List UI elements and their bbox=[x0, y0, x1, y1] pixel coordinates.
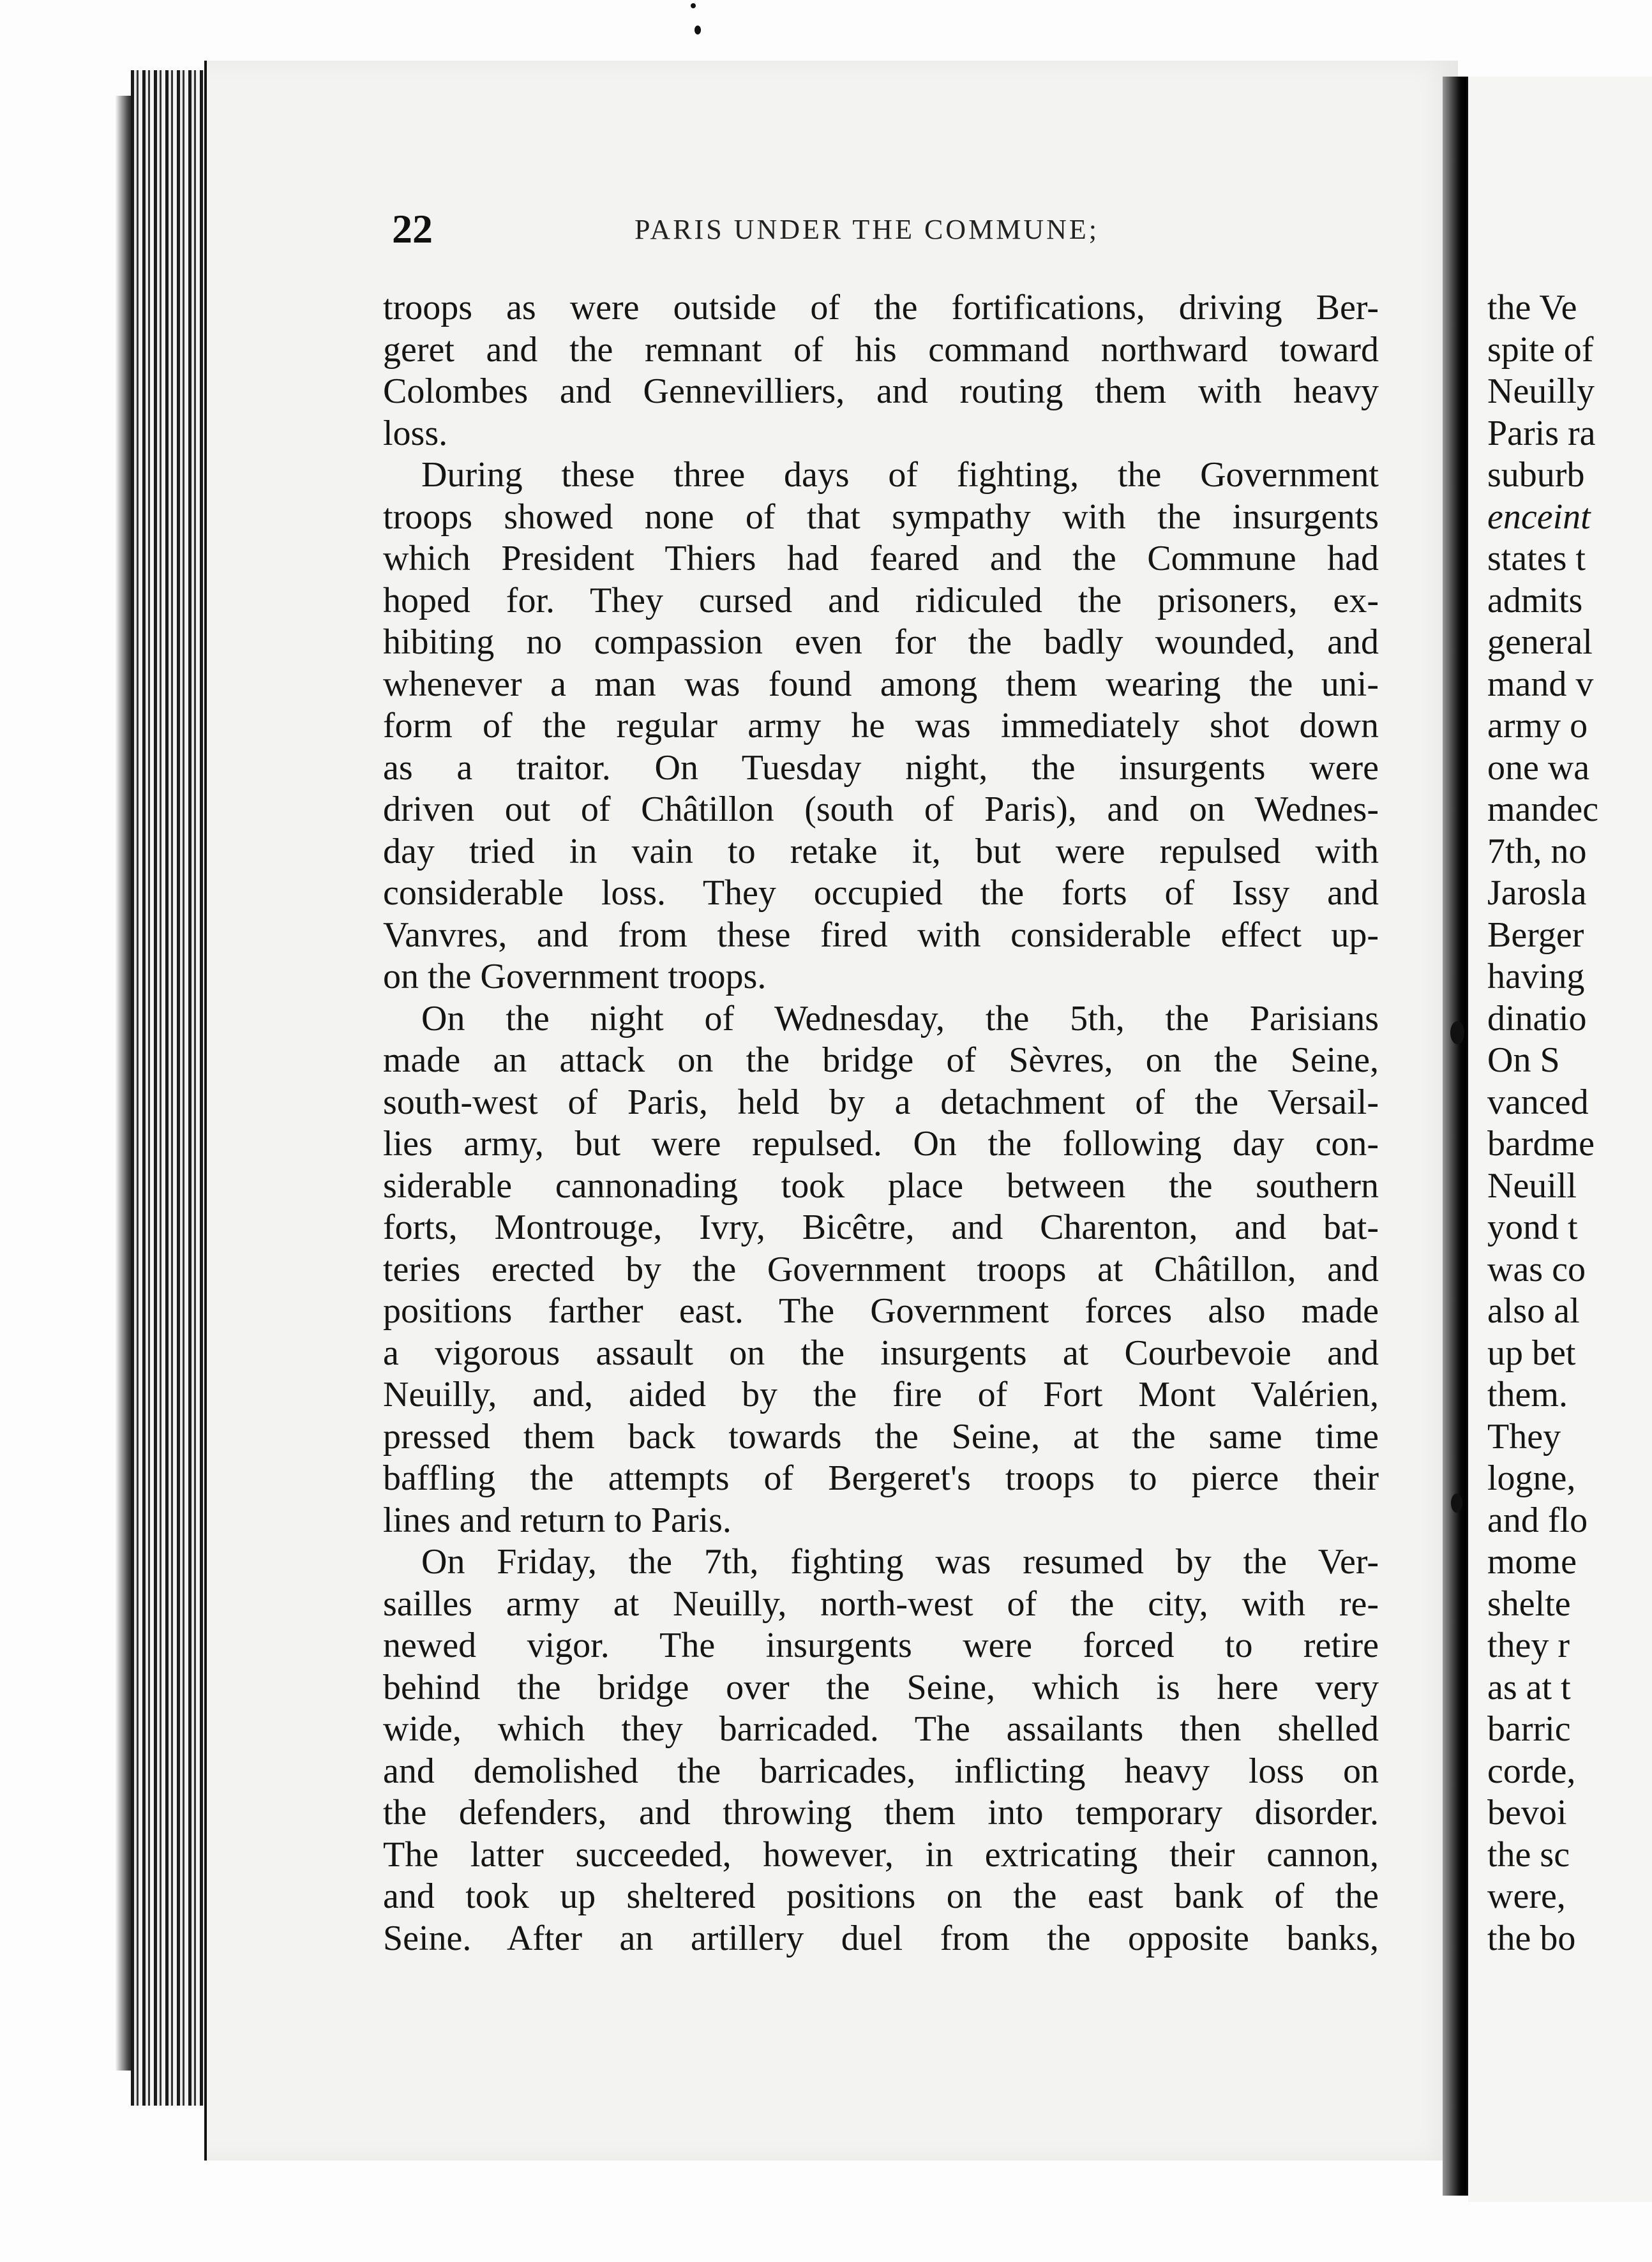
text-line-fragment: the Ve bbox=[1487, 288, 1577, 327]
text-line: made an attack on the bridge of Sèvres, on the Seine, bbox=[383, 1040, 1379, 1080]
text-line-fragment: enceint bbox=[1487, 497, 1591, 537]
text-line-fragment: were, bbox=[1487, 1876, 1566, 1916]
text-line: which President Thiers had feared and the Commune had bbox=[383, 539, 1379, 578]
text-line: driven out of Châtillon (south of Paris), and on Wednes- bbox=[383, 790, 1379, 829]
text-line-fragment: shelte bbox=[1487, 1584, 1571, 1624]
text-line: troops as were outside of the fortifications, driving Ber- bbox=[383, 288, 1379, 327]
running-title: PARIS UNDER THE COMMUNE; bbox=[635, 214, 1099, 245]
text-line-fragment: suburb bbox=[1487, 455, 1585, 495]
text-line: lies army, but were repulsed. On the following day con- bbox=[383, 1124, 1379, 1164]
text-line-fragment: as at t bbox=[1487, 1667, 1571, 1707]
text-line: the defenders, and throwing them into temporary disorder. bbox=[383, 1793, 1379, 1832]
text-line: Vanvres, and from these fired with considerable effect up- bbox=[383, 915, 1379, 955]
dust-speck bbox=[1451, 1494, 1462, 1513]
text-line: On the night of Wednesday, the 5th, the Parisians bbox=[421, 998, 1379, 1038]
text-line-fragment: them. bbox=[1487, 1375, 1568, 1414]
text-line-fragment: the bo bbox=[1487, 1918, 1576, 1958]
text-line: siderable cannonading took place between the southern bbox=[383, 1165, 1379, 1206]
text-line-fragment: Neuill bbox=[1487, 1165, 1577, 1206]
text-line-fragment: also al bbox=[1487, 1291, 1580, 1331]
text-line-fragment: corde, bbox=[1487, 1751, 1576, 1791]
text-line: positions farther east. The Government forces also made bbox=[383, 1291, 1379, 1331]
text-line: On Friday, the 7th, fighting was resumed by the Ver- bbox=[421, 1542, 1379, 1582]
page-number: 22 bbox=[392, 206, 433, 251]
text-line-fragment: 7th, no bbox=[1487, 831, 1587, 871]
left-page-body-text bbox=[383, 287, 1379, 1959]
text-line-fragment: up bet bbox=[1487, 1333, 1576, 1373]
text-line-fragment: mome bbox=[1487, 1542, 1577, 1582]
text-line: form of the regular army he was immediately shot down bbox=[383, 706, 1379, 745]
text-line: sailles army at Neuilly, north-west of the city, with re- bbox=[383, 1584, 1379, 1624]
text-line-fragment: dinatio bbox=[1487, 998, 1587, 1038]
text-line-fragment: mand v bbox=[1487, 664, 1594, 704]
text-line: pressed them back towards the Seine, at the same time bbox=[383, 1416, 1379, 1457]
dust-speck bbox=[695, 26, 701, 34]
text-line-fragment: one wa bbox=[1487, 747, 1590, 788]
text-line-fragment: admits bbox=[1487, 580, 1583, 620]
text-line-fragment: They bbox=[1487, 1416, 1561, 1457]
text-line: considerable loss. They occupied the forts of Issy and bbox=[383, 873, 1379, 913]
text-line: During these three days of fighting, the Government bbox=[421, 455, 1379, 495]
text-line: loss. bbox=[383, 413, 448, 453]
text-line: as a traitor. On Tuesday night, the insurgents were bbox=[383, 747, 1379, 788]
dust-speck bbox=[1450, 1021, 1464, 1044]
text-line: wide, which they barricaded. The assailants then shelled bbox=[383, 1709, 1379, 1749]
text-line-fragment: and flo bbox=[1487, 1500, 1588, 1540]
text-line: teries erected by the Government troops at Châtillon, and bbox=[383, 1249, 1379, 1289]
text-line: hoped for. They cursed and ridiculed the prisoners, ex- bbox=[383, 580, 1379, 620]
text-line-fragment: Neuilly bbox=[1487, 371, 1595, 411]
right-page-partial-text bbox=[1487, 287, 1652, 1959]
text-line: south-west of Paris, held by a detachment of the Versail- bbox=[383, 1082, 1379, 1122]
text-line-fragment: spite of bbox=[1487, 329, 1594, 370]
text-line-fragment: logne, bbox=[1487, 1458, 1576, 1498]
text-line-fragment: the sc bbox=[1487, 1834, 1570, 1875]
text-line-fragment: having bbox=[1487, 957, 1585, 996]
text-line: hibiting no compassion even for the badly wounded, and bbox=[383, 622, 1379, 662]
text-line: lines and return to Paris. bbox=[383, 1500, 732, 1540]
text-line-fragment: army o bbox=[1487, 706, 1588, 745]
page-stack-edge bbox=[131, 70, 204, 2106]
dust-speck bbox=[691, 3, 696, 8]
text-line-fragment: Berger bbox=[1487, 915, 1584, 955]
text-line-fragment: mandec bbox=[1487, 790, 1599, 829]
text-line: The latter succeeded, however, in extricating their cannon, bbox=[383, 1834, 1379, 1875]
text-line: Colombes and Gennevilliers, and routing them with heavy bbox=[383, 371, 1379, 411]
text-line-fragment: they r bbox=[1487, 1626, 1570, 1665]
text-line-fragment: On S bbox=[1487, 1040, 1560, 1080]
text-line-fragment: barric bbox=[1487, 1709, 1571, 1749]
text-line: whenever a man was found among them wearing the uni- bbox=[383, 664, 1379, 704]
text-line: and took up sheltered positions on the east bank of the bbox=[383, 1876, 1379, 1916]
text-line: day tried in vain to retake it, but were repulsed with bbox=[383, 831, 1379, 871]
text-line-fragment: Jarosla bbox=[1487, 873, 1587, 913]
text-line-fragment: vanced bbox=[1487, 1082, 1589, 1122]
text-line: a vigorous assault on the insurgents at Courbevoie and bbox=[383, 1333, 1379, 1373]
text-line-fragment: states t bbox=[1487, 539, 1586, 578]
text-line-fragment: was co bbox=[1487, 1249, 1586, 1289]
text-line-fragment: general bbox=[1487, 622, 1593, 662]
text-line: behind the bridge over the Seine, which is here very bbox=[383, 1667, 1379, 1707]
running-head bbox=[392, 206, 1375, 257]
text-line-fragment: bardme bbox=[1487, 1124, 1595, 1164]
text-line: Neuilly, and, aided by the fire of Fort Mont Valérien, bbox=[383, 1375, 1379, 1414]
text-line: geret and the remnant of his command northward toward bbox=[383, 329, 1379, 370]
text-line-fragment: yond t bbox=[1487, 1208, 1578, 1247]
text-line-fragment: Paris ra bbox=[1487, 413, 1596, 453]
text-line: and demolished the barricades, inflicting heavy loss on bbox=[383, 1751, 1379, 1791]
text-line: troops showed none of that sympathy with the insurgents bbox=[383, 497, 1379, 537]
text-line: baffling the attempts of Bergeret's troops to pierce their bbox=[383, 1458, 1379, 1498]
text-line: forts, Montrouge, Ivry, Bicêtre, and Charenton, and bat- bbox=[383, 1208, 1379, 1247]
text-line: newed vigor. The insurgents were forced to retire bbox=[383, 1626, 1379, 1665]
text-line: on the Government troops. bbox=[383, 957, 767, 996]
text-line: Seine. After an artillery duel from the opposite banks, bbox=[383, 1918, 1379, 1958]
text-line-fragment: bevoi bbox=[1487, 1793, 1567, 1832]
